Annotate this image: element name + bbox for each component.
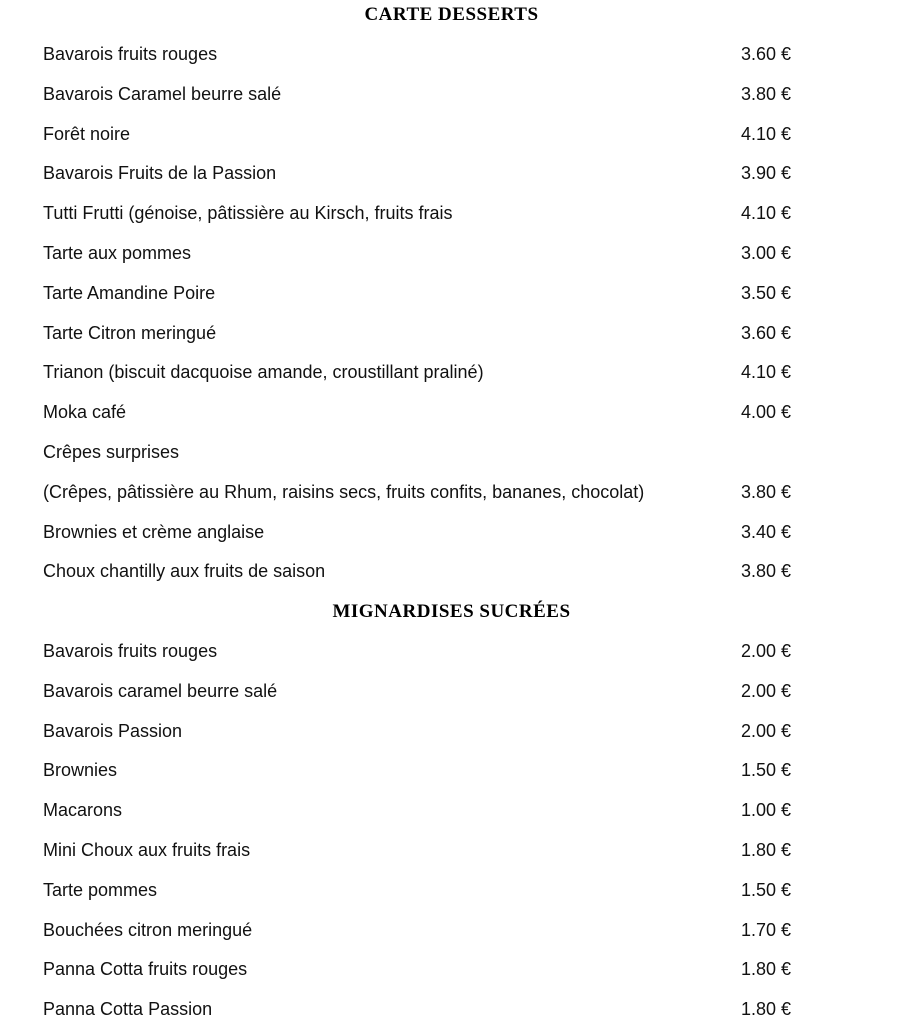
menu-item: [0, 314, 903, 354]
item-price: 4.10 €: [741, 362, 792, 383]
item-name: Tutti Frutti (génoise, pâtissière au Kirsch, fruits frais: [43, 203, 453, 224]
item-name: (Crêpes, pâtissière au Rhum, raisins secs, fruits confits, bananes, chocolat): [43, 481, 645, 502]
item-name: Bavarois Caramel beurre salé: [43, 83, 282, 104]
item-name: Bavarois Passion: [43, 720, 183, 741]
item-price: 3.80 €: [741, 83, 792, 104]
menu-item: [0, 194, 903, 234]
menu-item: [0, 911, 903, 951]
item-price: 1.80 €: [741, 959, 792, 980]
item-name: Moka café: [43, 402, 127, 423]
item-name: Bavarois fruits rouges: [43, 640, 218, 661]
menu-item: [0, 950, 903, 990]
section-title: CARTE DESSERTS: [364, 4, 539, 25]
item-price: 4.00 €: [741, 402, 792, 423]
item-price: 1.80 €: [741, 839, 792, 860]
item-price: 3.00 €: [741, 242, 792, 263]
item-name: Panna Cotta fruits rouges: [43, 959, 248, 980]
menu-item: [0, 632, 903, 672]
item-price: 3.80 €: [741, 481, 792, 502]
item-name: Bavarois Fruits de la Passion: [43, 163, 277, 184]
menu-item: [0, 154, 903, 194]
item-name: Crêpes surprises: [43, 441, 180, 462]
item-name: Tarte pommes: [43, 879, 158, 900]
item-name: Tarte Citron meringué: [43, 322, 217, 343]
item-price: 1.80 €: [741, 999, 792, 1020]
item-name: Forêt noire: [43, 123, 131, 144]
item-name: Bouchées citron meringué: [43, 919, 253, 940]
item-price: 3.60 €: [741, 44, 792, 64]
item-price: 3.60 €: [741, 322, 792, 343]
menu-item: [0, 831, 903, 871]
menu-item: [0, 513, 903, 553]
item-price: 4.10 €: [741, 123, 792, 144]
item-price: 3.50 €: [741, 282, 792, 303]
item-price: 3.90 €: [741, 163, 792, 184]
menu-item: [0, 473, 903, 513]
item-price: 4.10 €: [741, 203, 792, 224]
item-price: 1.50 €: [741, 760, 792, 781]
item-price: 2.00 €: [741, 640, 792, 661]
item-name: Tarte Amandine Poire: [43, 282, 216, 303]
item-price: 3.80 €: [741, 561, 792, 582]
menu-item: [0, 35, 903, 75]
item-name: Tarte aux pommes: [43, 242, 192, 263]
menu-item: [0, 393, 903, 433]
menu-item: [0, 751, 903, 791]
menu-item: [0, 353, 903, 393]
section-title: MIGNARDISES SUCRÉES: [332, 601, 571, 623]
menu-item: [0, 791, 903, 831]
menu-item: [0, 433, 903, 473]
item-price: 1.00 €: [741, 800, 792, 821]
item-name: Trianon (biscuit dacquoise amande, croustillant praliné): [43, 362, 484, 383]
menu-item: [0, 274, 903, 314]
item-name: Brownies et crème anglaise: [43, 521, 265, 542]
menu-item: [0, 552, 903, 592]
item-name: Brownies: [43, 760, 118, 781]
item-name: Bavarois caramel beurre salé: [43, 680, 278, 701]
item-name: Macarons: [43, 800, 123, 821]
menu-item: [0, 234, 903, 274]
item-price: 1.70 €: [741, 919, 792, 940]
item-price: 3.40 €: [741, 521, 792, 542]
item-name: Bavarois fruits rouges: [43, 44, 218, 64]
menu-item: [0, 75, 903, 115]
menu-item: [0, 672, 903, 712]
item-price: 2.00 €: [741, 720, 792, 741]
menu-item: [0, 115, 903, 155]
item-name: Mini Choux aux fruits frais: [43, 839, 251, 860]
item-name: Panna Cotta Passion: [43, 999, 213, 1020]
item-name: Choux chantilly aux fruits de saison: [43, 561, 326, 582]
menu-item: [0, 871, 903, 911]
item-price: 2.00 €: [741, 680, 792, 701]
menu-item: [0, 712, 903, 752]
item-price: 1.50 €: [741, 879, 792, 900]
